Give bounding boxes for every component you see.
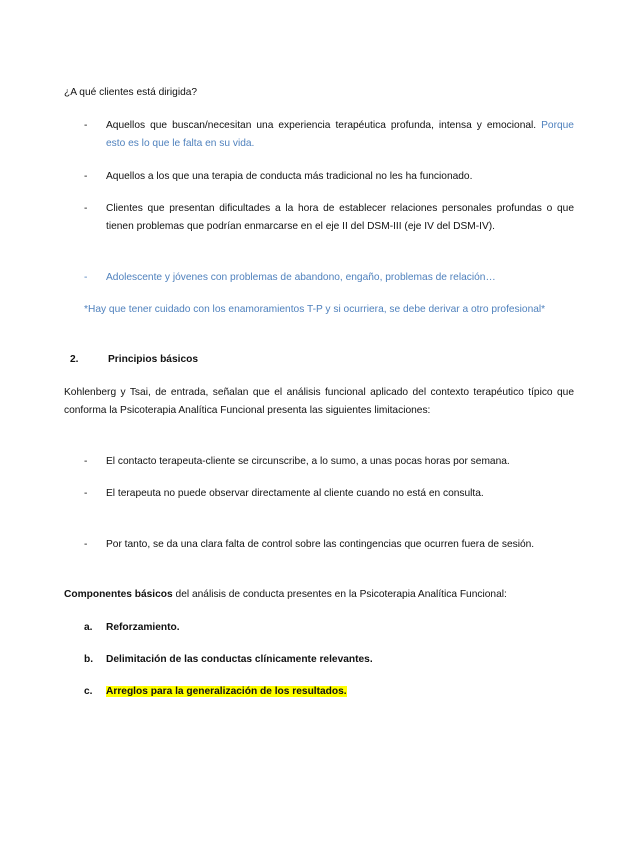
- list-dash: -: [84, 488, 88, 499]
- list-dash: -: [84, 171, 88, 182]
- limitation-item-1: [84, 453, 574, 471]
- client-item-4: [84, 269, 574, 287]
- section-number: 2.: [70, 354, 79, 365]
- client-text: Aquellos a los que una terapia de conducta más tradicional no les ha funcionado.: [106, 171, 473, 182]
- client-item-1: [84, 117, 574, 153]
- component-text: Reforzamiento.: [106, 622, 180, 633]
- limitation-text: El terapeuta no puede observar directamente al cliente cuando no está en consulta.: [106, 488, 484, 499]
- section-heading: [70, 351, 198, 369]
- client-text: Aquellos que buscan/necesitan una experiencia terapéutica profunda, intensa y emocional.: [106, 120, 537, 131]
- client-item-2: [84, 168, 574, 186]
- section-title: Principios básicos: [108, 354, 199, 365]
- limitation-text: Por tanto, se da una clara falta de control sobre las contingencias que ocurren fuera de sesión.: [106, 539, 535, 550]
- highlighted-component-text: Arreglos para la generalización de los resultados.: [106, 686, 347, 697]
- kohlenberg-paragraph: Kohlenberg y Tsai, de entrada, señalan que el análisis funcional aplicado del contexto terapéutico típico que conforma la Psicoterapia Analítica Funcional presenta las siguientes limitaciones:: [64, 387, 574, 416]
- components-intro: [64, 586, 574, 604]
- warning-note: *Hay que tener cuidado con los enamoramientos T-P y si ocurriera, se debe derivar a otro profesional*: [84, 304, 546, 315]
- list-dash: -: [84, 456, 88, 467]
- list-item-text: [106, 117, 574, 153]
- limitation-text: El contacto terapeuta-cliente se circunscribe, a lo sumo, a unas pocas horas por semana.: [106, 456, 510, 467]
- components-intro-rest: del análisis de conducta presentes en la Psicoterapia Analítica Funcional:: [172, 589, 507, 600]
- list-dash: -: [84, 272, 88, 283]
- list-marker: a.: [84, 622, 93, 633]
- limitation-item-3: [84, 536, 574, 554]
- list-marker: b.: [84, 654, 94, 665]
- client-text: Clientes que presentan dificultades a la hora de establecer relaciones personales profundas o que tienen problemas que podrían enmarcarse en el eje II del DSM-III (eje IV del DSM-IV).: [106, 203, 574, 232]
- list-dash: -: [84, 120, 88, 131]
- component-item-c: [84, 683, 347, 701]
- list-dash: -: [84, 203, 88, 214]
- component-item-b: [84, 651, 373, 669]
- components-intro-bold: Componentes básicos: [64, 589, 173, 600]
- list-marker: c.: [84, 686, 93, 697]
- component-text: Delimitación de las conductas clínicamente relevantes.: [106, 654, 373, 665]
- client-item-3: [84, 200, 574, 236]
- component-item-a: [84, 619, 180, 637]
- intro-question: ¿A qué clientes está dirigida?: [64, 87, 198, 98]
- limitation-item-2: [84, 485, 574, 503]
- client-text: Adolescente y jóvenes con problemas de abandono, engaño, problemas de relación…: [106, 272, 496, 283]
- client-note: Porque esto es lo que le falta en su vida.: [106, 120, 574, 149]
- list-dash: -: [84, 539, 88, 550]
